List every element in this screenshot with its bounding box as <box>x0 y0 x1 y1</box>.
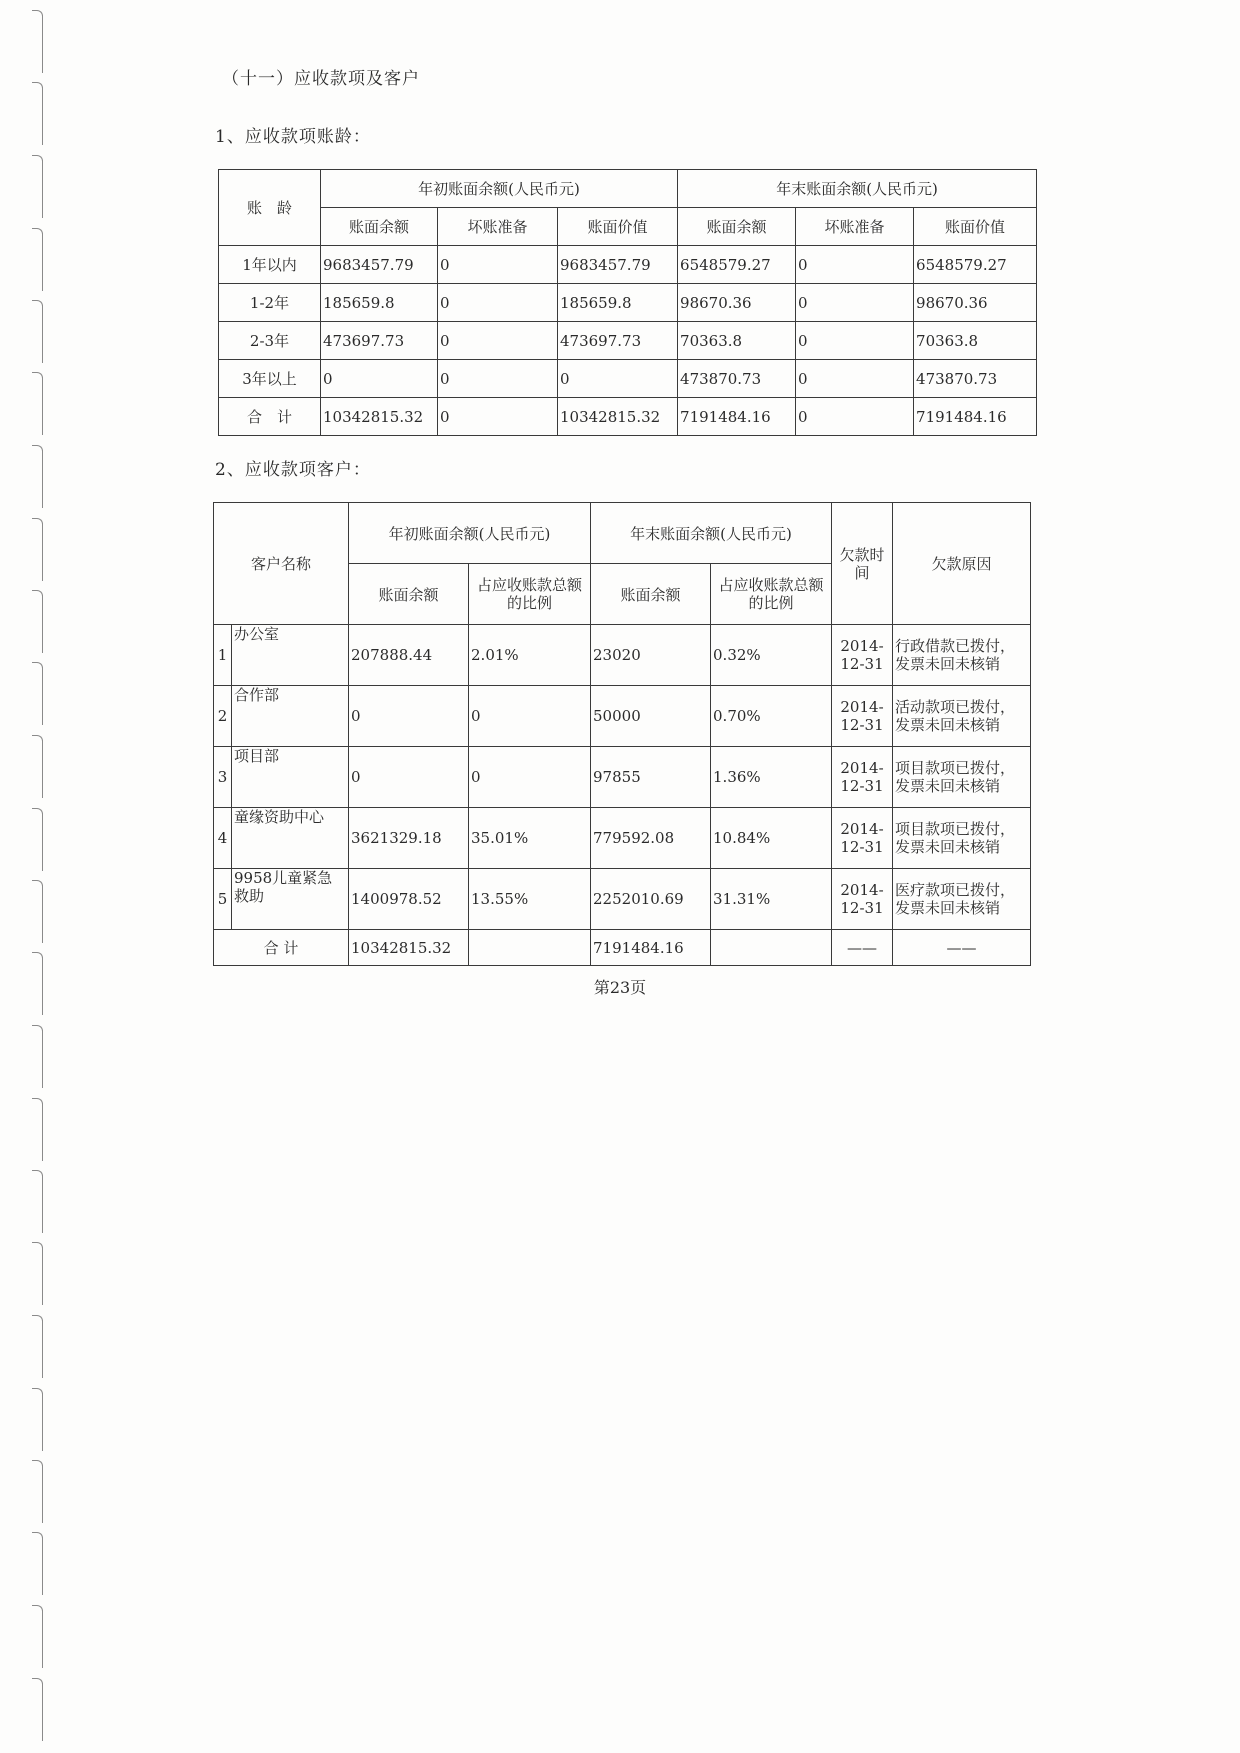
age-label: 1年以内 <box>219 246 321 284</box>
start-balance: 10342815.32 <box>321 398 438 436</box>
end-balance: 97855 <box>591 747 711 808</box>
table-row <box>214 747 1031 808</box>
end-balance: 50000 <box>591 686 711 747</box>
start-ratio: 0 <box>469 686 591 747</box>
customer-name: 9958儿童紧急救助 <box>232 869 349 930</box>
overdue-time: 2014-12-31 <box>832 686 893 747</box>
end-book-value: 6548579.27 <box>914 246 1037 284</box>
total-start-ratio <box>469 930 591 966</box>
end-balance: 473870.73 <box>678 360 796 398</box>
row-number: 1 <box>214 625 232 686</box>
overdue-reason: 医疗款项已拨付，发票未回未核销 <box>893 869 1031 930</box>
end-balance: 6548579.27 <box>678 246 796 284</box>
start-balance: 0 <box>349 686 469 747</box>
total-overdue-time: —— <box>832 930 893 966</box>
header-end-balance: 账面余额 <box>591 564 711 625</box>
end-book-value: 98670.36 <box>914 284 1037 322</box>
start-bad-debt: 0 <box>438 284 558 322</box>
header-start-bad-debt: 坏账准备 <box>438 208 558 246</box>
header-start-balance: 账面余额 <box>321 208 438 246</box>
table-row <box>214 808 1031 869</box>
header-start-ratio: 占应收账款总额的比例 <box>469 564 591 625</box>
end-balance: 23020 <box>591 625 711 686</box>
start-ratio: 2.01% <box>469 625 591 686</box>
end-ratio: 10.84% <box>711 808 832 869</box>
aging-table <box>218 169 1037 436</box>
header-end-ratio: 占应收账款总额的比例 <box>711 564 832 625</box>
header-start-group: 年初账面余额(人民币元) <box>349 503 591 564</box>
end-book-value: 70363.8 <box>914 322 1037 360</box>
end-book-value: 7191484.16 <box>914 398 1037 436</box>
table-row <box>214 869 1031 930</box>
end-bad-debt: 0 <box>796 246 914 284</box>
customer-name: 童缘资助中心 <box>232 808 349 869</box>
customer-name: 项目部 <box>232 747 349 808</box>
table-row <box>219 246 1037 284</box>
table-row-total <box>214 930 1031 966</box>
table-row <box>214 686 1031 747</box>
start-balance: 1400978.52 <box>349 869 469 930</box>
end-balance: 2252010.69 <box>591 869 711 930</box>
table-row <box>219 360 1037 398</box>
overdue-reason: 活动款项已拨付，发票未回未核销 <box>893 686 1031 747</box>
overdue-reason: 行政借款已拨付，发票未回未核销 <box>893 625 1031 686</box>
header-customer-name: 客户名称 <box>214 503 349 625</box>
total-end-ratio <box>711 930 832 966</box>
start-balance: 9683457.79 <box>321 246 438 284</box>
start-book-value: 0 <box>558 360 678 398</box>
start-bad-debt: 0 <box>438 322 558 360</box>
end-ratio: 0.70% <box>711 686 832 747</box>
overdue-time: 2014-12-31 <box>832 869 893 930</box>
customer-table <box>213 502 1031 966</box>
row-number: 4 <box>214 808 232 869</box>
age-label: 2-3年 <box>219 322 321 360</box>
overdue-time: 2014-12-31 <box>832 625 893 686</box>
header-end-bad-debt: 坏账准备 <box>796 208 914 246</box>
start-ratio: 13.55% <box>469 869 591 930</box>
header-end-group: 年末账面余额(人民币元) <box>678 170 1037 208</box>
row-number: 3 <box>214 747 232 808</box>
header-overdue-time: 欠款时间 <box>832 503 893 625</box>
total-overdue-reason: —— <box>893 930 1031 966</box>
header-end-book-value: 账面价值 <box>914 208 1037 246</box>
end-book-value: 473870.73 <box>914 360 1037 398</box>
binding-margin <box>0 0 60 1753</box>
overdue-time: 2014-12-31 <box>832 747 893 808</box>
start-ratio: 0 <box>469 747 591 808</box>
header-end-balance: 账面余额 <box>678 208 796 246</box>
start-book-value: 185659.8 <box>558 284 678 322</box>
start-balance: 207888.44 <box>349 625 469 686</box>
total-label: 合 计 <box>214 930 349 966</box>
overdue-reason: 项目款项已拨付，发票未回未核销 <box>893 808 1031 869</box>
end-balance: 98670.36 <box>678 284 796 322</box>
header-age: 账 龄 <box>219 170 321 246</box>
start-balance: 185659.8 <box>321 284 438 322</box>
age-label: 合 计 <box>219 398 321 436</box>
start-balance: 3621329.18 <box>349 808 469 869</box>
overdue-time: 2014-12-31 <box>832 808 893 869</box>
header-start-book-value: 账面价值 <box>558 208 678 246</box>
row-number: 2 <box>214 686 232 747</box>
start-bad-debt: 0 <box>438 398 558 436</box>
row-number: 5 <box>214 869 232 930</box>
start-book-value: 9683457.79 <box>558 246 678 284</box>
start-balance: 0 <box>321 360 438 398</box>
start-balance: 0 <box>349 747 469 808</box>
total-start-balance: 10342815.32 <box>349 930 469 966</box>
start-book-value: 473697.73 <box>558 322 678 360</box>
section1-title: 1、应收款项账龄： <box>215 127 371 147</box>
start-bad-debt: 0 <box>438 246 558 284</box>
age-label: 3年以上 <box>219 360 321 398</box>
header-overdue-reason: 欠款原因 <box>893 503 1031 625</box>
end-bad-debt: 0 <box>796 322 914 360</box>
end-ratio: 1.36% <box>711 747 832 808</box>
table-row <box>214 625 1031 686</box>
end-bad-debt: 0 <box>796 284 914 322</box>
total-end-balance: 7191484.16 <box>591 930 711 966</box>
end-balance: 70363.8 <box>678 322 796 360</box>
start-book-value: 10342815.32 <box>558 398 678 436</box>
section2-title: 2、应收款项客户： <box>215 460 371 480</box>
page-number: 第23页 <box>593 978 647 997</box>
end-bad-debt: 0 <box>796 398 914 436</box>
start-bad-debt: 0 <box>438 360 558 398</box>
start-ratio: 35.01% <box>469 808 591 869</box>
overdue-reason: 项目款项已拨付，发票未回未核销 <box>893 747 1031 808</box>
header-start-group: 年初账面余额(人民币元) <box>321 170 678 208</box>
section-title: （十一）应收款项及客户 <box>222 69 420 89</box>
header-end-group: 年末账面余额(人民币元) <box>591 503 832 564</box>
end-balance: 7191484.16 <box>678 398 796 436</box>
age-label: 1-2年 <box>219 284 321 322</box>
end-balance: 779592.08 <box>591 808 711 869</box>
table-row <box>219 322 1037 360</box>
end-ratio: 31.31% <box>711 869 832 930</box>
table-row <box>219 284 1037 322</box>
end-ratio: 0.32% <box>711 625 832 686</box>
customer-name: 合作部 <box>232 686 349 747</box>
table-row-total <box>219 398 1037 436</box>
end-bad-debt: 0 <box>796 360 914 398</box>
header-start-balance: 账面余额 <box>349 564 469 625</box>
start-balance: 473697.73 <box>321 322 438 360</box>
customer-name: 办公室 <box>232 625 349 686</box>
